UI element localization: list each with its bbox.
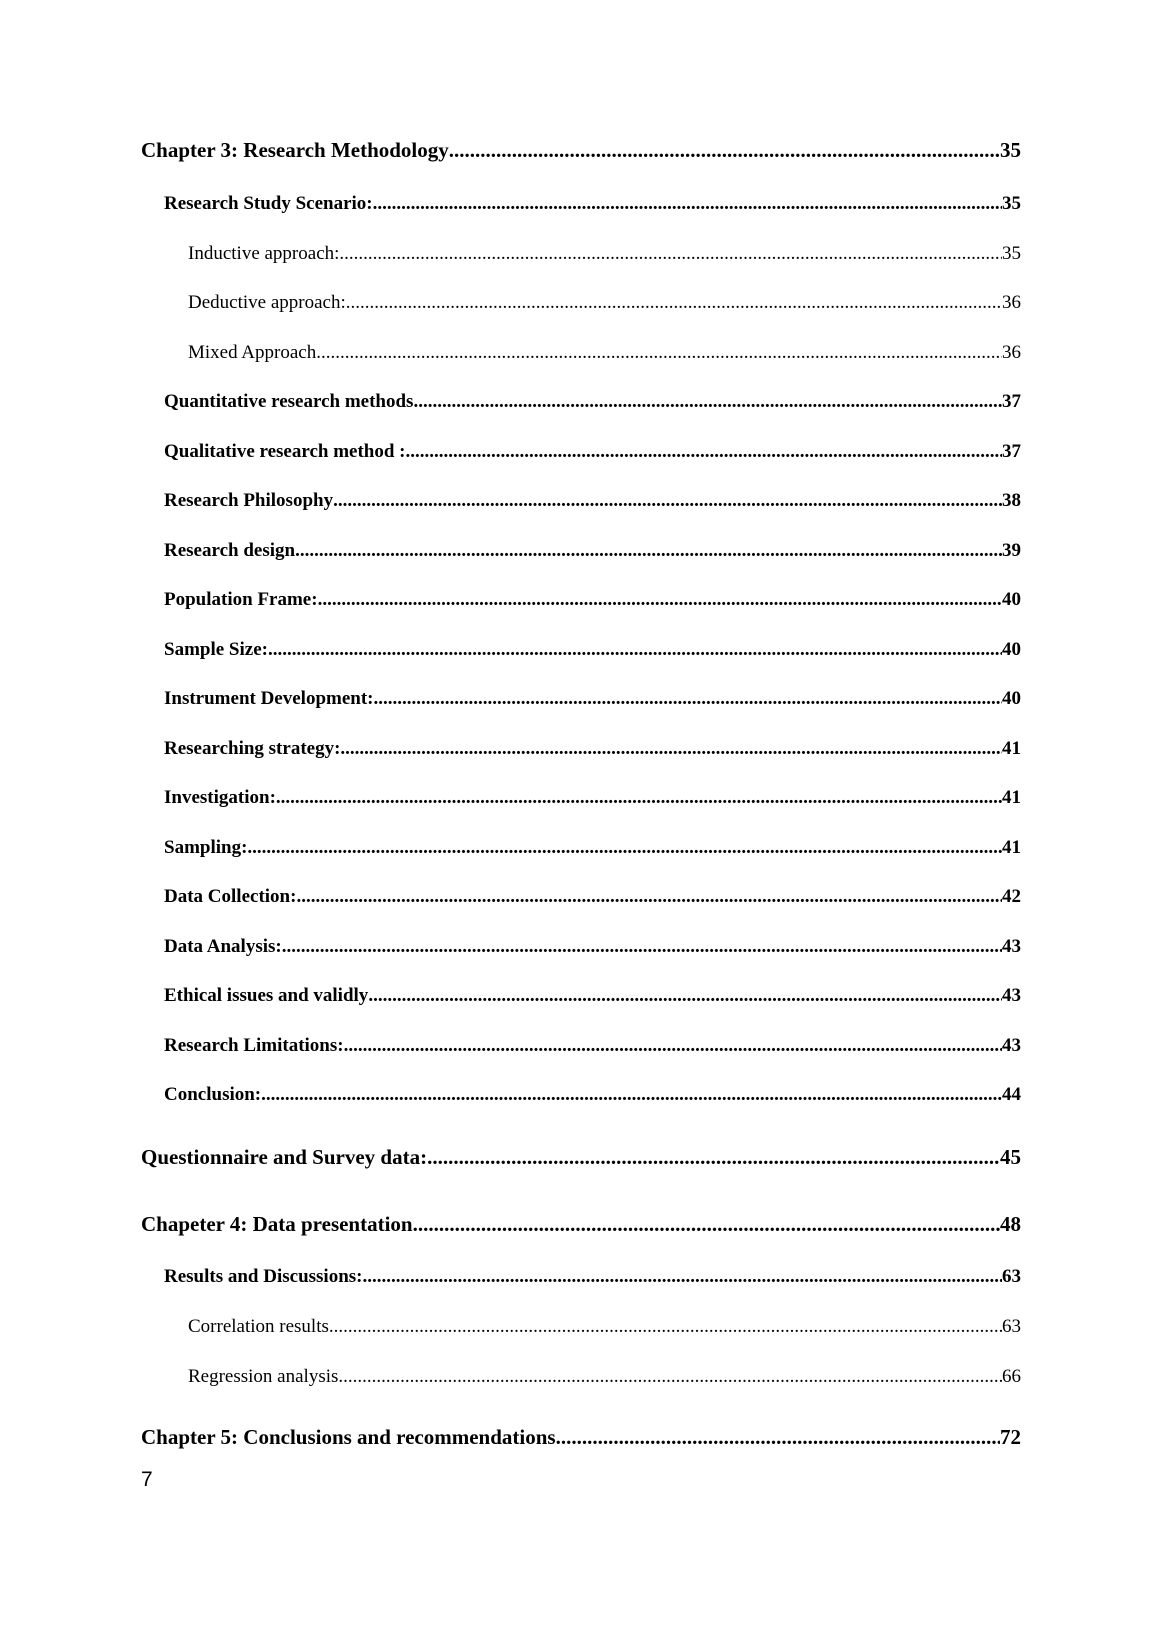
toc-entry-page: 40	[1002, 589, 1021, 610]
toc-entry-label: Instrument Development:	[164, 688, 374, 709]
toc-entry-label: Conclusion:	[164, 1084, 262, 1105]
toc-entry[interactable]	[164, 837, 1021, 859]
toc-entry-label: Sampling:	[164, 837, 248, 858]
toc-entry[interactable]	[164, 738, 1021, 760]
dot-leader	[338, 1366, 1002, 1388]
dot-leader	[373, 193, 1002, 215]
dot-leader	[340, 738, 1002, 760]
toc-entry-label: Research design	[164, 540, 296, 561]
toc-entry-label: Results and Discussions:	[164, 1266, 363, 1287]
dot-leader	[344, 1035, 1002, 1057]
toc-entry-page: 43	[1002, 1035, 1021, 1056]
dot-leader	[363, 1266, 1003, 1288]
dot-leader	[413, 391, 1002, 413]
toc-entry-page: 36	[1002, 342, 1021, 363]
dot-leader	[368, 985, 1002, 1007]
toc-entry-label: Chapter 5: Conclusions and recommendations	[141, 1425, 556, 1449]
toc-entry[interactable]	[164, 540, 1021, 562]
toc-entry-label: Mixed Approach	[188, 342, 317, 363]
dot-leader	[282, 936, 1002, 958]
dot-leader	[316, 342, 1002, 364]
toc-entry-label: Research Philosophy	[164, 490, 334, 511]
dot-leader	[339, 243, 1002, 265]
toc-entry-label: Sample Size:	[164, 639, 268, 660]
toc-entry-page: 45	[1000, 1145, 1021, 1169]
toc-entry[interactable]	[164, 589, 1021, 611]
dot-leader	[346, 292, 1002, 314]
page-number: 7	[141, 1468, 153, 1491]
toc-entry-label: Correlation results	[188, 1316, 329, 1337]
dot-leader	[318, 589, 1002, 611]
toc-entry-page: 66	[1002, 1366, 1021, 1387]
toc-entry[interactable]	[164, 688, 1021, 710]
toc-entry-label: Chapeter 4: Data presentation	[141, 1212, 413, 1236]
toc-entry-label: Qualitative research method :	[164, 441, 406, 462]
toc-entry-page: 48	[1000, 1212, 1021, 1236]
toc-entry[interactable]	[164, 1266, 1021, 1288]
toc-entry-page: 39	[1002, 540, 1021, 561]
toc-entry-label: Population Frame:	[164, 589, 318, 610]
toc-entry[interactable]	[164, 886, 1021, 908]
toc-entry-page: 35	[1002, 243, 1021, 264]
toc-entry[interactable]	[141, 138, 1021, 163]
toc-entry-page: 37	[1002, 441, 1021, 462]
toc-entry-label: Ethical issues and validly	[164, 985, 369, 1006]
toc-entry-page: 43	[1002, 936, 1021, 957]
dot-leader	[329, 1316, 1002, 1338]
toc-entry-label: Quantitative research methods	[164, 391, 414, 412]
dot-leader	[296, 886, 1002, 908]
dot-leader	[413, 1212, 1000, 1237]
toc-entry[interactable]	[141, 1212, 1021, 1237]
toc-entry-label: Inductive approach:	[188, 243, 340, 264]
toc-entry[interactable]	[141, 1425, 1021, 1450]
toc-entry-page: 63	[1002, 1266, 1021, 1287]
toc-entry[interactable]	[164, 1084, 1021, 1106]
dot-leader	[295, 540, 1002, 562]
toc-entry-page: 41	[1002, 738, 1021, 759]
toc-entry[interactable]	[188, 292, 1021, 314]
dot-leader	[449, 138, 1000, 163]
toc-entry-label: Investigation:	[164, 787, 276, 808]
toc-entry-page: 72	[1000, 1425, 1021, 1449]
toc-entry-label: Research Study Scenario:	[164, 193, 373, 214]
dot-leader	[374, 688, 1002, 710]
toc-entry-page: 63	[1002, 1316, 1021, 1337]
toc-entry[interactable]	[164, 490, 1021, 512]
dot-leader	[333, 490, 1002, 512]
dot-leader	[556, 1425, 1000, 1450]
toc-entry-page: 41	[1002, 787, 1021, 808]
toc-entry-page: 40	[1002, 688, 1021, 709]
toc-entry-page: 37	[1002, 391, 1021, 412]
toc-entry-label: Research Limitations:	[164, 1035, 344, 1056]
toc-entry-page: 41	[1002, 837, 1021, 858]
toc-entry[interactable]	[164, 639, 1021, 661]
toc-entry[interactable]	[164, 787, 1021, 809]
toc-entry[interactable]	[188, 342, 1021, 364]
dot-leader	[247, 837, 1002, 859]
toc-entry-label: Researching strategy:	[164, 738, 341, 759]
toc-entry[interactable]	[188, 1316, 1021, 1338]
toc-entry[interactable]	[141, 1145, 1021, 1170]
dot-leader	[268, 639, 1002, 661]
toc-entry-page: 36	[1002, 292, 1021, 313]
toc-entry-page: 42	[1002, 886, 1021, 907]
toc-entry-label: Chapter 3: Research Methodology	[141, 138, 449, 162]
toc-entry[interactable]	[164, 936, 1021, 958]
toc-entry-page: 43	[1002, 985, 1021, 1006]
dot-leader	[406, 441, 1002, 463]
toc-entry-page: 44	[1002, 1084, 1021, 1105]
toc-entry-label: Data Analysis:	[164, 936, 282, 957]
toc-entry[interactable]	[164, 391, 1021, 413]
toc-entry[interactable]	[188, 243, 1021, 265]
dot-leader	[276, 787, 1002, 809]
toc-entry-label: Questionnaire and Survey data:	[141, 1145, 428, 1169]
toc-entry[interactable]	[164, 441, 1021, 463]
toc-entry[interactable]	[164, 193, 1021, 215]
toc-entry-page: 40	[1002, 639, 1021, 660]
toc-entry-page: 38	[1002, 490, 1021, 511]
toc-entry[interactable]	[164, 985, 1021, 1007]
toc-entry[interactable]	[188, 1366, 1021, 1388]
toc-entry-label: Regression analysis	[188, 1366, 339, 1387]
toc-entry-label: Deductive approach:	[188, 292, 346, 313]
toc-entry[interactable]	[164, 1035, 1021, 1057]
toc-entry-page: 35	[1002, 193, 1021, 214]
dot-leader	[261, 1084, 1002, 1106]
dot-leader	[427, 1145, 1000, 1170]
toc-entry-page: 35	[1000, 138, 1021, 162]
toc-entry-label: Data Collection:	[164, 886, 297, 907]
